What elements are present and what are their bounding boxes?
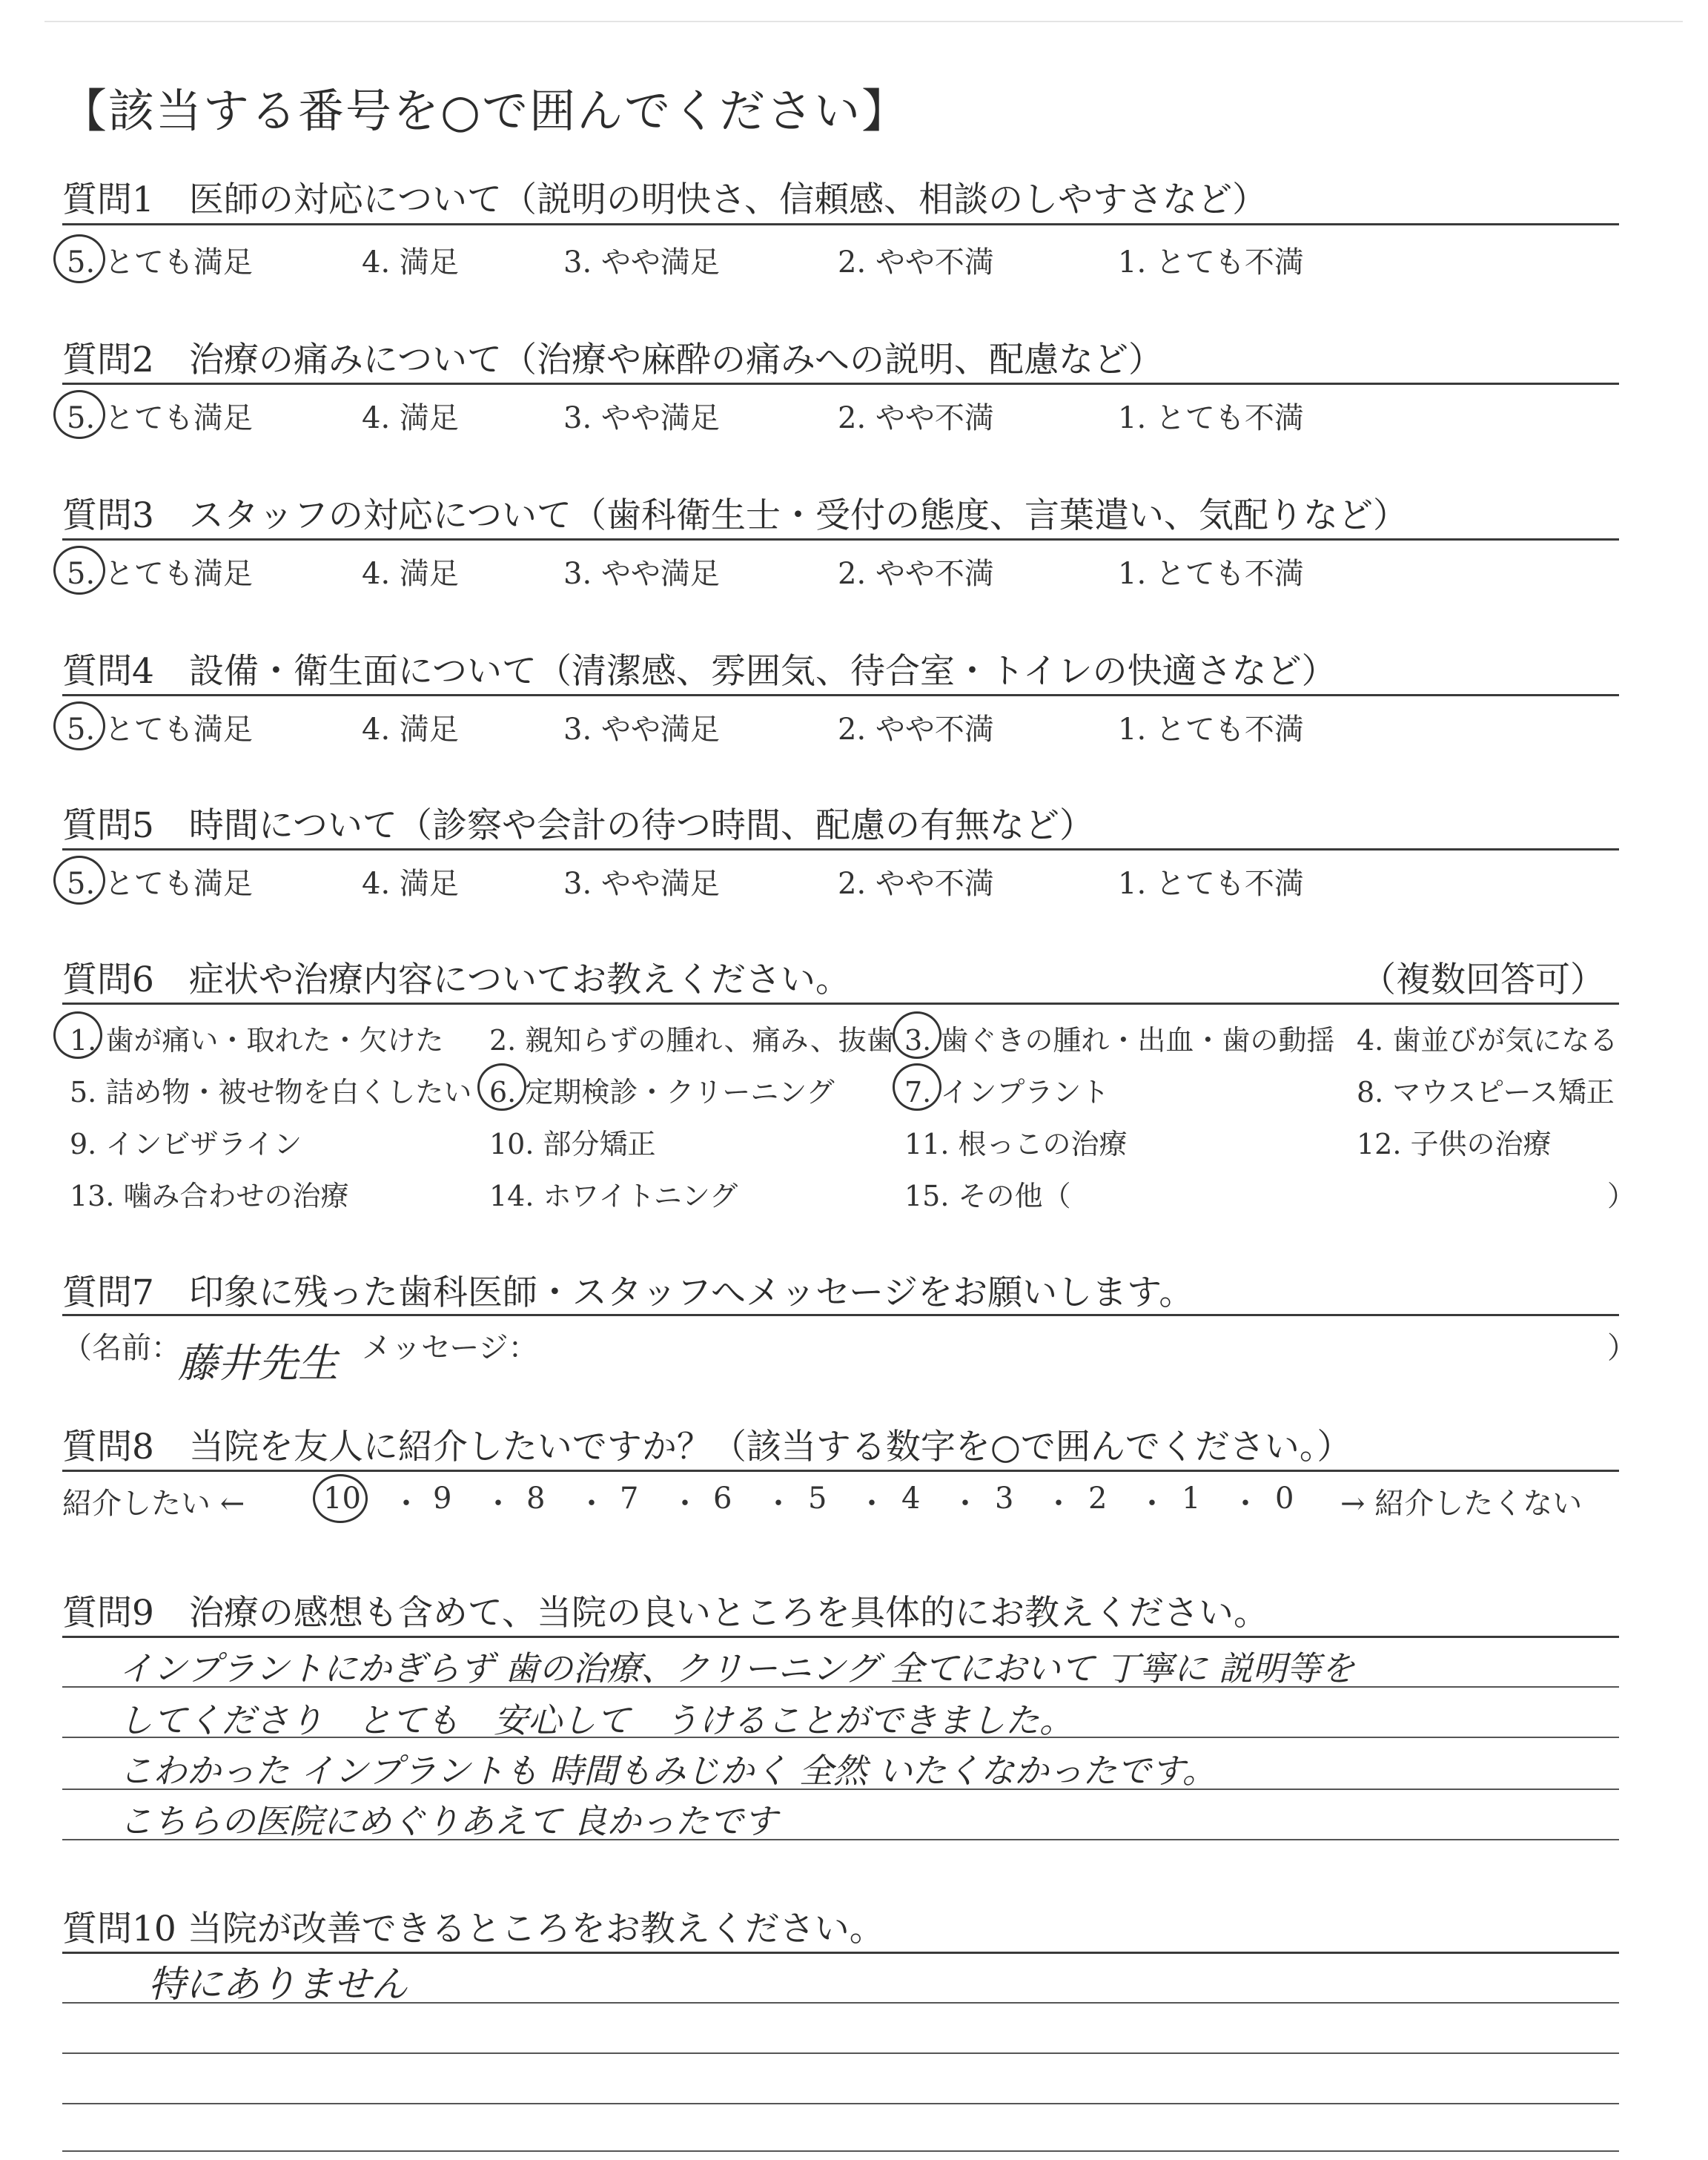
q6-option-4[interactable]: 4. 歯並びが気になる — [1357, 1024, 1618, 1057]
q6-option-14[interactable]: 14. ホワイトニング — [489, 1180, 738, 1212]
q5-title: 質問5 時間について（診察や会計の待つ時間、配慮の有無など） — [62, 805, 1094, 846]
q2-selected-circle — [53, 390, 105, 439]
q3-rule — [62, 538, 1619, 541]
scan-edge-line — [44, 21, 1683, 22]
q4-option-2[interactable]: 2. やや不満 — [838, 713, 994, 747]
q7-title: 質問7 印象に残った歯科医師・スタッフへメッセージをお願いします。 — [62, 1272, 1194, 1313]
q5-rule — [62, 848, 1619, 851]
q8-scale-5[interactable]: 5 — [808, 1482, 827, 1516]
q6-selected-circle-6 — [477, 1063, 526, 1111]
q3-option-1[interactable]: 1. とても不満 — [1118, 557, 1304, 591]
q6-option-2[interactable]: 2. 親知らずの腫れ、痛み、抜歯 — [489, 1024, 895, 1057]
q5-option-1[interactable]: 1. とても不満 — [1118, 867, 1304, 901]
q6-option-10[interactable]: 10. 部分矯正 — [489, 1128, 656, 1160]
q6-option-7[interactable]: 7. インプラント — [904, 1076, 1110, 1109]
q8-sep: ・ — [1231, 1487, 1260, 1521]
q10-answer-handwritten: 特にありません — [148, 1963, 408, 2006]
q8-sep: ・ — [950, 1487, 980, 1521]
q8-scale-7[interactable]: 7 — [620, 1482, 639, 1516]
q6-option-3[interactable]: 3. 歯ぐきの腫れ・出血・歯の動揺 — [904, 1024, 1335, 1057]
q6-selected-circle-7 — [893, 1063, 941, 1111]
q7-message-label: メッセージ： — [362, 1331, 538, 1365]
q8-scale-4[interactable]: 4 — [901, 1482, 921, 1516]
q2-title: 質問2 治療の痛みについて（治療や麻酔の痛みへの説明、配慮など） — [62, 340, 1164, 380]
q5-selected-circle — [53, 856, 105, 905]
q3-option-3[interactable]: 3. やや満足 — [563, 557, 720, 591]
q8-left-label: 紹介したい ← — [62, 1487, 245, 1521]
q5-option-5[interactable]: 5. とても満足 — [67, 867, 253, 901]
q8-rule — [62, 1470, 1619, 1472]
q10-title: 質問10 当院が改善できるところをお教えください。 — [62, 1909, 884, 1949]
q1-option-4[interactable]: 4. 満足 — [362, 245, 459, 280]
q4-option-1[interactable]: 1. とても不満 — [1118, 713, 1304, 747]
q6-option-9[interactable]: 9. インビザライン — [70, 1128, 302, 1160]
q9-answer-line-2: してくださり とても 安心して うけることができました。 — [119, 1700, 1073, 1740]
q6-option-11[interactable]: 11. 根っこの治療 — [904, 1128, 1128, 1160]
q9-answer-line-3: こわかった インプラントも 時間もみじかく 全然 いたくなかったです。 — [119, 1751, 1217, 1791]
q6-note: （複数回答可） — [1361, 960, 1605, 1000]
q2-option-5[interactable]: 5. とても満足 — [67, 401, 253, 435]
q1-rule — [62, 223, 1619, 225]
q2-option-4[interactable]: 4. 満足 — [362, 401, 459, 435]
q8-scale-6[interactable]: 6 — [713, 1482, 732, 1516]
q6-option-8[interactable]: 8. マウスピース矯正 — [1357, 1076, 1615, 1109]
q6-other-close-paren: ） — [1607, 1180, 1636, 1212]
q7-name-handwritten: 藤井先生 — [178, 1340, 338, 1387]
q3-selected-circle — [53, 546, 105, 595]
q5-option-2[interactable]: 2. やや不満 — [838, 867, 994, 901]
q7-rule — [62, 1314, 1619, 1316]
q8-sep: ・ — [1044, 1487, 1073, 1521]
q8-scale-9[interactable]: 9 — [433, 1482, 452, 1516]
q1-title: 質問1 医師の対応について（説明の明快さ、信頼感、相談のしやすさなど） — [62, 179, 1268, 220]
q7-close-paren: ） — [1607, 1331, 1637, 1365]
q6-rule — [62, 1003, 1619, 1005]
q1-selected-circle — [53, 234, 105, 283]
q10-rule — [62, 1952, 1619, 1954]
q2-rule — [62, 383, 1619, 385]
q5-option-3[interactable]: 3. やや満足 — [563, 867, 720, 901]
q8-scale-8[interactable]: 8 — [526, 1482, 546, 1516]
q7-name-label: （名前： — [62, 1331, 181, 1365]
q9-answer-line-1: インプラントにかぎらず 歯の治療、クリーニング 全てにおいて 丁寧に 説明等を — [119, 1648, 1355, 1688]
q2-option-2[interactable]: 2. やや不満 — [838, 401, 994, 435]
q3-option-5[interactable]: 5. とても満足 — [67, 557, 253, 591]
q6-option-15[interactable]: 15. その他（ — [904, 1180, 1071, 1212]
q2-option-1[interactable]: 1. とても不満 — [1118, 401, 1304, 435]
q8-sep: ・ — [483, 1487, 513, 1521]
q8-sep: ・ — [1137, 1487, 1167, 1521]
q5-option-4[interactable]: 4. 満足 — [362, 867, 459, 901]
q8-sep: ・ — [577, 1487, 606, 1521]
q4-title: 質問4 設備・衛生面について（清潔感、雰囲気、待合室・トイレの快適さなど） — [62, 651, 1337, 692]
q1-option-5[interactable]: 5. とても満足 — [67, 245, 253, 280]
q1-option-1[interactable]: 1. とても不満 — [1118, 245, 1304, 280]
q3-option-2[interactable]: 2. やや不満 — [838, 557, 994, 591]
q6-selected-circle-3 — [893, 1011, 941, 1059]
q8-scale-10[interactable]: 10 — [323, 1482, 361, 1516]
q6-option-13[interactable]: 13. 噛み合わせの治療 — [70, 1180, 349, 1212]
q6-option-6[interactable]: 6. 定期検診・クリーニング — [489, 1076, 835, 1109]
q1-option-2[interactable]: 2. やや不満 — [838, 245, 994, 280]
q10-answer-line — [62, 2150, 1619, 2152]
q9-rule — [62, 1636, 1619, 1638]
q10-answer-line — [62, 2103, 1619, 2104]
q8-scale-1[interactable]: 1 — [1182, 1482, 1201, 1516]
q4-selected-circle — [53, 701, 105, 750]
q6-selected-circle-1 — [53, 1011, 102, 1059]
q8-scale-2[interactable]: 2 — [1088, 1482, 1108, 1516]
q4-option-3[interactable]: 3. やや満足 — [563, 713, 720, 747]
q6-option-12[interactable]: 12. 子供の治療 — [1357, 1128, 1552, 1160]
q8-sep: ・ — [857, 1487, 887, 1521]
q8-sep: ・ — [764, 1487, 793, 1521]
q6-option-5[interactable]: 5. 詰め物・被せ物を白くしたい — [70, 1076, 472, 1109]
q4-option-4[interactable]: 4. 満足 — [362, 713, 459, 747]
q9-answer-line-4: こちらの医院にめぐりあえて 良かったです — [119, 1801, 778, 1841]
q6-option-1[interactable]: 1. 歯が痛い・取れた・欠けた — [70, 1024, 444, 1057]
q8-sep: ・ — [670, 1487, 700, 1521]
q8-scale-0[interactable]: 0 — [1275, 1482, 1294, 1516]
q2-option-3[interactable]: 3. やや満足 — [563, 401, 720, 435]
q10-answer-line — [62, 2052, 1619, 2054]
q3-option-4[interactable]: 4. 満足 — [362, 557, 459, 591]
q4-rule — [62, 694, 1619, 696]
q8-scale-3[interactable]: 3 — [995, 1482, 1014, 1516]
q8-title: 質問8 当院を友人に紹介したいですか？（該当する数字を○で囲んでください。） — [62, 1427, 1352, 1467]
q8-sep: ・ — [391, 1487, 421, 1521]
q1-option-3[interactable]: 3. やや満足 — [563, 245, 720, 280]
q4-option-5[interactable]: 5. とても満足 — [67, 713, 253, 747]
q8-right-label: → 紹介したくない — [1340, 1487, 1583, 1521]
q3-title: 質問3 スタッフの対応について（歯科衛生士・受付の態度、言葉遣い、気配りなど） — [62, 495, 1408, 536]
q6-title: 質問6 症状や治療内容についてお教えください。 — [62, 960, 850, 1000]
q9-title: 質問9 治療の感想も含めて、当院の良いところを具体的にお教えください。 — [62, 1593, 1268, 1634]
page-header: 【該当する番号を○で囲んでください】 — [61, 84, 910, 138]
q8-selected-circle — [313, 1474, 368, 1523]
